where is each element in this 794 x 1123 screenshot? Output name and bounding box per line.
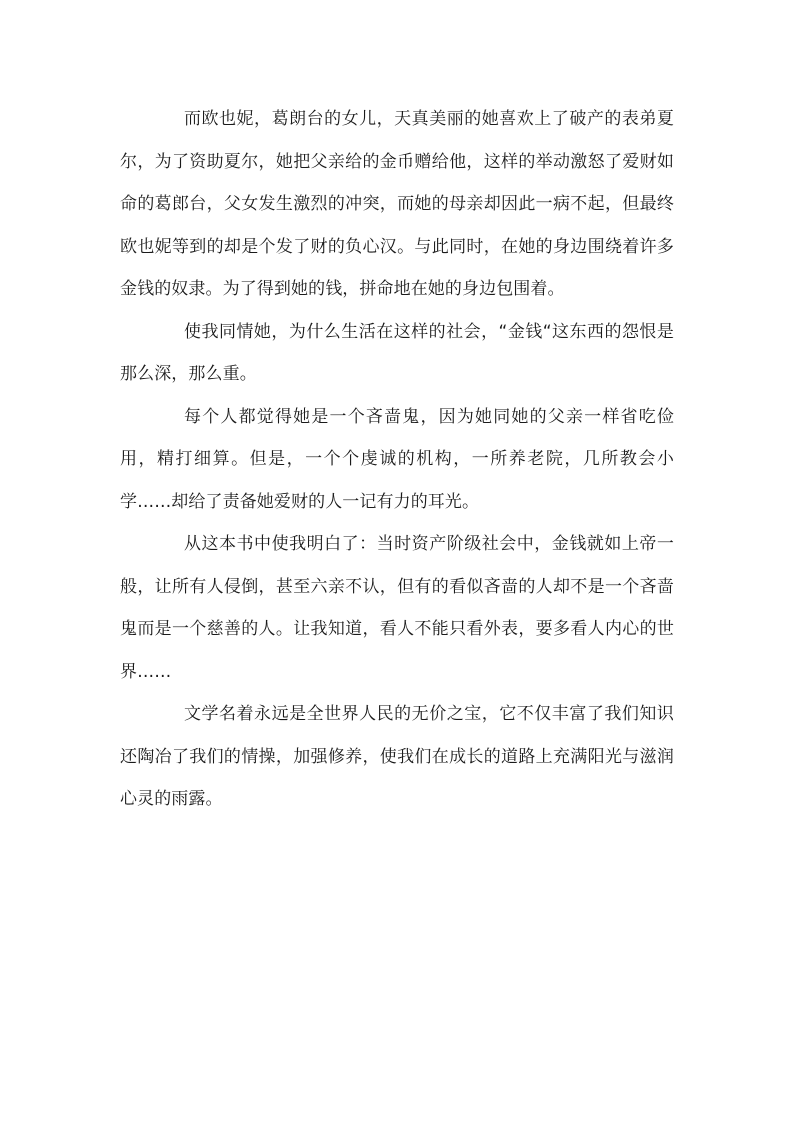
paragraph-5: 文学名着永远是全世界人民的无价之宝，它不仅丰富了我们知识还陶冶了我们的情操，加强修养，使我们在成长的道路上充满阳光与滋润心灵的雨露。 — [120, 704, 674, 809]
paragraph-2: 使我同情她，为什么生活在这样的社会，“金钱“这东西的怨恨是那么深，那么重。 — [120, 321, 674, 384]
document-page — [120, 98, 674, 821]
paragraph-4: 从这本书中使我明白了：当时资产阶级社会中，金钱就如上帝一般，让所有人侵倒，甚至六亲不认，但有的看似吝啬的人却不是一个吝啬鬼而是一个慈善的人。让我知道，看人不能只看外表，要多看人内心的世界…… — [120, 534, 674, 682]
paragraph-3: 每个人都觉得她是一个吝啬鬼，因为她同她的父亲一样省吃俭用，精打细算。但是，一个个虔诚的机构，一所养老院，几所教会小学……却给了责备她爱财的人一记有力的耳光。 — [120, 406, 674, 512]
paragraph-1: 而欧也妮，葛朗台的女儿，天真美丽的她喜欢上了破产的表弟夏尔，为了资助夏尔，她把父亲给的金币赠给他，这样的举动激怒了爱财如命的葛郎台，父女发生激烈的冲突，而她的母亲却因此一病不起，但最终欧也妮等到的却是个发了财的负心汉。与此同时，在她的身边围绕着许多金钱的奴隶。为了得到她的钱，拼命地在她的身边包围着。 — [120, 109, 674, 299]
